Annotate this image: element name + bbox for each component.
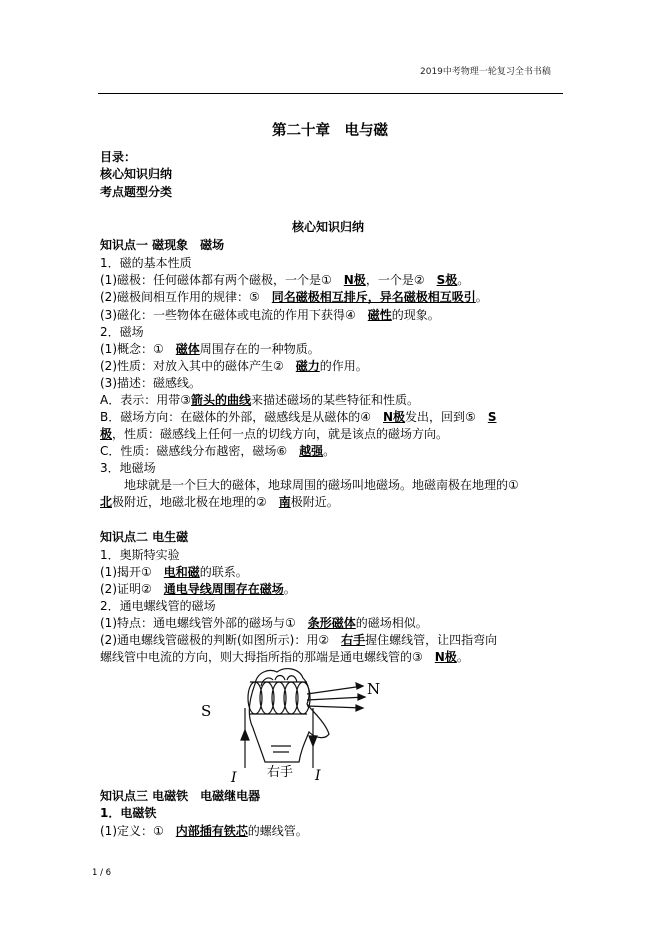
kp1-subhead-3: 3．地磁场 — [100, 461, 156, 475]
solenoid-coil — [248, 682, 310, 714]
kp2-line-4: (2)通电螺线管磁极的判断(如图所示)：用② 右手握住螺线管，让四指弯向 — [100, 633, 498, 647]
kp2-subhead-2: 2．通电螺线管的磁场 — [100, 599, 216, 613]
label-right-hand: 右手 — [267, 765, 294, 780]
toc-item-2[interactable]: 考点题型分类 — [100, 185, 173, 199]
current-arrow-up-icon — [241, 730, 249, 740]
label-current-2: I — [315, 768, 321, 784]
header-rule — [98, 93, 563, 94]
kp1-line-11: 地球就是一个巨大的磁体，地球周围的磁场叫地磁场。地磁南极在地理的① — [124, 478, 519, 492]
label-n: N — [367, 680, 381, 698]
kp2-line-3: (1)特点：通电螺线管外部的磁场与① 条形磁体的磁场相似。 — [100, 616, 428, 630]
field-line — [307, 686, 363, 694]
kp1-subhead-2: 2．磁场 — [100, 325, 144, 339]
kp2-line-2: (2)证明② 通电导线周围存在磁场。 — [100, 582, 296, 596]
kp3-line-1: (1)定义：① 内部插有铁芯的螺线管。 — [100, 824, 308, 838]
hand-crease — [271, 746, 291, 752]
kp1-line-6: (3)描述：磁感线。 — [100, 376, 201, 390]
label-current-1: I — [231, 770, 237, 786]
kp1-line-8: B．磁场方向：在磁体的外部，磁感线是从磁体的④ N极发出，回到⑤ S — [100, 410, 497, 424]
label-s: S — [201, 702, 212, 720]
arrow-head-icon — [358, 694, 365, 700]
section-heading: 核心知识归纳 — [292, 220, 365, 234]
kp2-line-5: 螺线管中电流的方向，则大拇指所指的那端是通电螺线管的③ N极。 — [100, 650, 469, 664]
kp1-heading: 知识点一 磁现象 磁场 — [100, 238, 225, 252]
finger-lines — [261, 676, 297, 687]
toc-heading: 目录： — [100, 150, 137, 164]
kp1-line-10: C．性质：磁感线分布越密，磁场⑥ 越强。 — [100, 444, 336, 458]
kp1-line-5: (2)性质：对放入其中的磁体产生② 磁力的作用。 — [100, 359, 368, 373]
arrow-head-icon — [356, 705, 363, 711]
kp2-heading: 知识点二 电生磁 — [100, 530, 189, 544]
kp1-line-4: (1)概念：① 磁体周围存在的一种物质。 — [100, 342, 320, 356]
arrow-head-icon — [356, 683, 363, 689]
kp1-line-7: A．表示：用带③箭头的曲线来描述磁场的某些特征和性质。 — [100, 393, 419, 407]
current-arrow-down-icon — [309, 736, 317, 746]
kp1-subhead-1: 1．磁的基本性质 — [100, 256, 192, 270]
kp2-subhead-1: 1．奥斯特实验 — [100, 548, 180, 562]
kp1-line-12: 北极附近，地磁北极在地理的② 南极附近。 — [100, 495, 339, 509]
field-line — [307, 706, 363, 708]
page-number: 1 / 6 — [92, 868, 112, 878]
kp1-line-2: (2)磁极间相互作用的规律：⑤ 同名磁极相互排斥，异名磁极相互吸引。 — [100, 290, 488, 304]
kp1-line-1: (1)磁极：任何磁体都有两个磁极，一个是① N极，一个是② S极。 — [100, 273, 470, 287]
field-line — [307, 697, 365, 700]
kp2-line-1: (1)揭开① 电和磁的联系。 — [100, 565, 248, 579]
right-hand-rule-figure — [195, 664, 385, 786]
toc-item-1[interactable]: 核心知识归纳 — [100, 167, 173, 181]
header-series: 2019中考物理一轮复习全书书稿 — [420, 67, 551, 77]
kp1-line-9: 极，性质：磁感线上任何一点的切线方向，就是该点的磁场方向。 — [100, 427, 449, 441]
kp3-heading: 知识点三 电磁铁 电磁继电器 — [100, 789, 261, 803]
chapter-title: 第二十章 电与磁 — [272, 123, 388, 139]
kp1-line-3: (3)磁化：一些物体在磁体或电流的作用下获得④ 磁性的现象。 — [100, 308, 440, 322]
kp3-subhead-1: 1．电磁铁 — [100, 806, 157, 820]
